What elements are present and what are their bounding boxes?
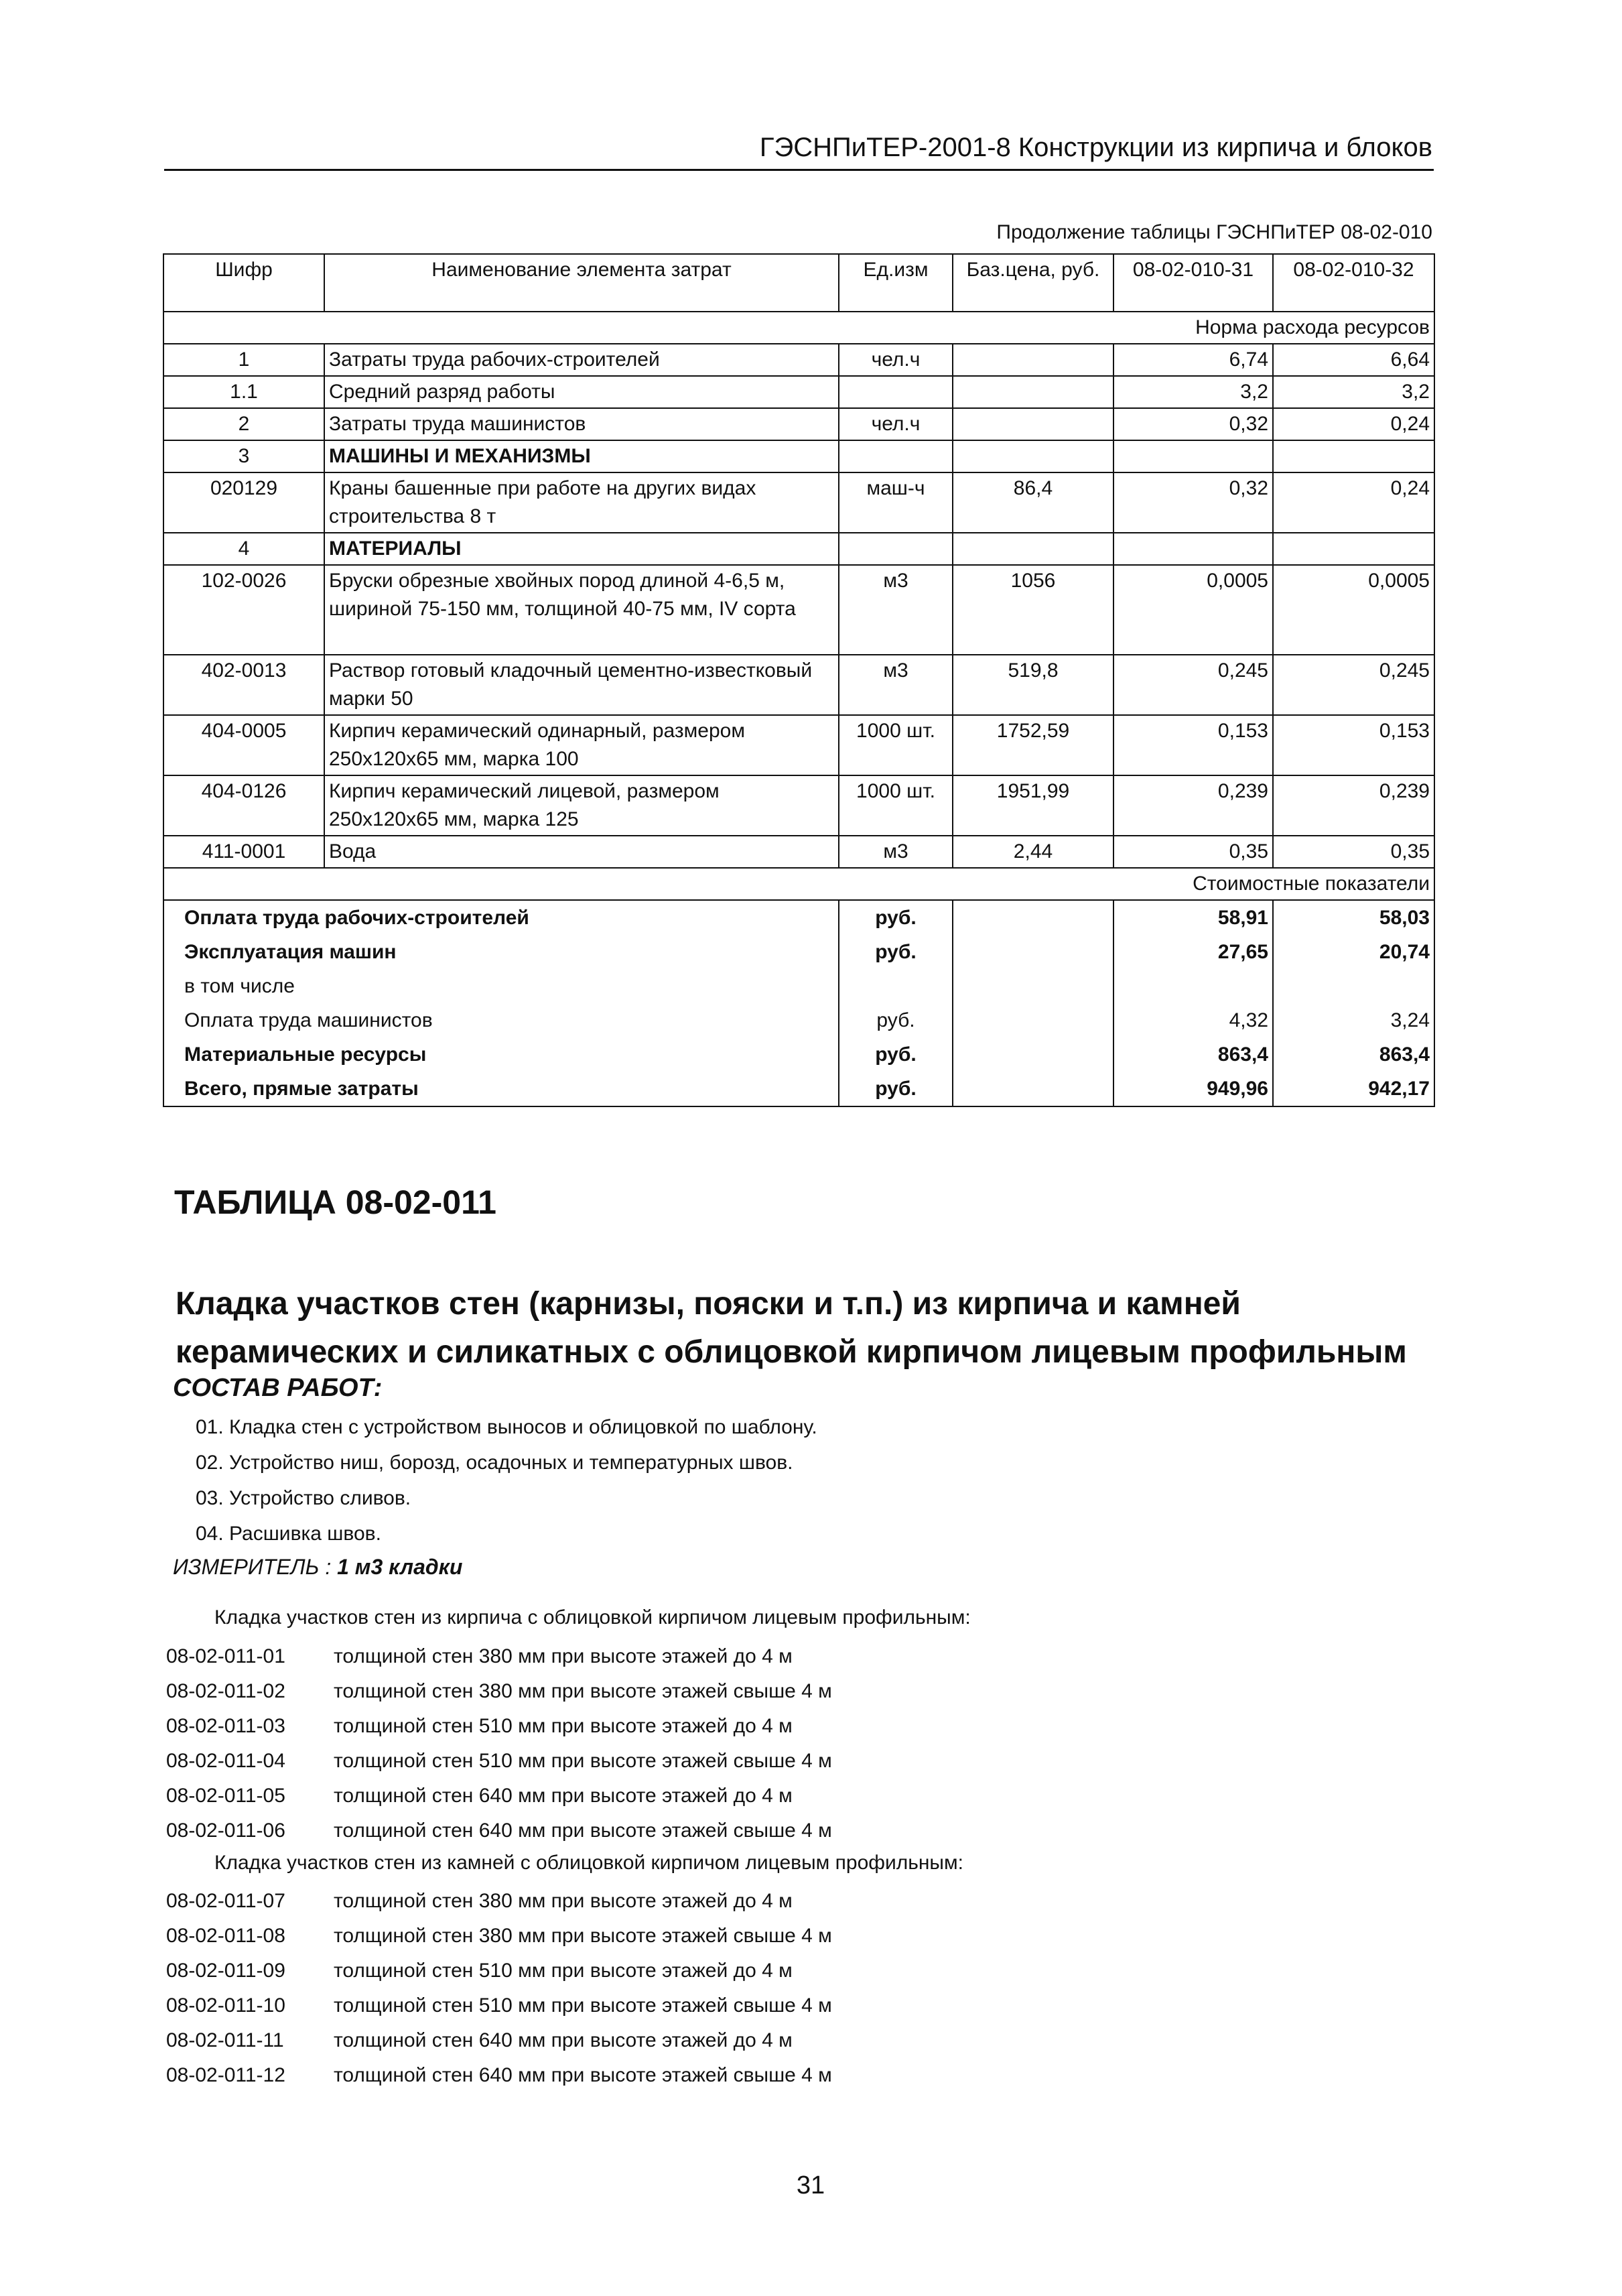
table-row bbox=[163, 775, 1434, 836]
item-text: толщиной стен 640 мм при высоте этажей до 4 м bbox=[334, 2029, 793, 2051]
cell-v1: 0,0005 bbox=[1113, 565, 1273, 655]
cell-v2: 0,24 bbox=[1273, 472, 1434, 533]
group1-list bbox=[166, 1639, 832, 1848]
cell-unit: 1000 шт. bbox=[839, 715, 953, 775]
cost-v1: 58,91 bbox=[1113, 900, 1273, 935]
item-code: 08-02-011-07 bbox=[166, 1890, 285, 1912]
item-text: толщиной стен 380 мм при высоте этажей свыше 4 м bbox=[334, 1680, 832, 1702]
cost-unit: руб. bbox=[839, 1072, 953, 1106]
work-item: 01. Кладка стен с устройством выносов и облицовкой по шаблону. bbox=[196, 1416, 817, 1438]
cost-row bbox=[163, 900, 1434, 935]
cell-price: 1951,99 bbox=[953, 775, 1113, 836]
resource-rows bbox=[163, 344, 1434, 868]
cell-code: 4 bbox=[163, 533, 324, 565]
cell-code: 404-0005 bbox=[163, 715, 324, 775]
item-text: толщиной стен 510 мм при высоте этажей свыше 4 м bbox=[334, 1750, 832, 1772]
cell-v2: 0,245 bbox=[1273, 655, 1434, 715]
group2-header: Кладка участков стен из камней с облицовкой кирпичом лицевым профильным: bbox=[214, 1852, 963, 1874]
item-code: 08-02-011-06 bbox=[166, 1820, 285, 1842]
cost-row bbox=[163, 1003, 1434, 1037]
cell-price: 519,8 bbox=[953, 655, 1113, 715]
cost-v2: 942,17 bbox=[1273, 1072, 1434, 1106]
cell-v1: 6,74 bbox=[1113, 344, 1273, 376]
cell-v2: 0,153 bbox=[1273, 715, 1434, 775]
cost-label-cell: Материальные ресурсы bbox=[163, 1037, 839, 1072]
item-text: толщиной стен 510 мм при высоте этажей до 4 м bbox=[334, 1960, 793, 1982]
list-item bbox=[166, 1919, 832, 1954]
cost-unit: руб. bbox=[839, 1003, 953, 1037]
table-row bbox=[163, 533, 1434, 565]
cost-label-cell: Оплата труда машинистов bbox=[163, 1003, 839, 1037]
cell-name: МАТЕРИАЛЫ bbox=[324, 533, 839, 565]
cost-rows bbox=[163, 900, 1434, 1106]
cell-price bbox=[953, 376, 1113, 408]
cell-name: Затраты труда рабочих-строителей bbox=[324, 344, 839, 376]
list-item bbox=[166, 2058, 832, 2093]
cell-name: Кирпич керамический лицевой, размером 250х120х65 мм, марка 125 bbox=[324, 775, 839, 836]
cost-unit: руб. bbox=[839, 1037, 953, 1072]
cell-unit: м3 bbox=[839, 565, 953, 655]
list-item bbox=[166, 1744, 832, 1779]
col-header-price: Баз.цена, руб. bbox=[953, 254, 1113, 312]
cell-v1 bbox=[1113, 533, 1273, 565]
cell-unit bbox=[839, 440, 953, 472]
cost-label-cell: Оплата труда рабочих-строителей bbox=[163, 900, 839, 935]
cost-unit: руб. bbox=[839, 900, 953, 935]
running-header: ГЭСНПиТЕР-2001-8 Конструкции из кирпича и блоков bbox=[759, 133, 1432, 162]
cell-code: 404-0126 bbox=[163, 775, 324, 836]
cost-unit: руб. bbox=[839, 935, 953, 969]
list-item bbox=[166, 1709, 832, 1744]
cell-name: Затраты труда машинистов bbox=[324, 408, 839, 440]
cost-row bbox=[163, 935, 1434, 969]
item-text: толщиной стен 510 мм при высоте этажей свыше 4 м bbox=[334, 1994, 832, 2017]
cell-v2 bbox=[1273, 440, 1434, 472]
group2-list bbox=[166, 1884, 832, 2093]
table-row bbox=[163, 836, 1434, 868]
cell-v2 bbox=[1273, 533, 1434, 565]
cell-price: 86,4 bbox=[953, 472, 1113, 533]
item-code: 08-02-011-02 bbox=[166, 1680, 285, 1702]
table-row bbox=[163, 408, 1434, 440]
cell-v1: 0,153 bbox=[1113, 715, 1273, 775]
cost-label: Стоимостные показатели bbox=[163, 868, 1434, 900]
list-item bbox=[166, 1779, 832, 1813]
works-label: СОСТАВ РАБОТ: bbox=[173, 1374, 383, 1402]
resource-table bbox=[163, 253, 1435, 1107]
item-code: 08-02-011-10 bbox=[166, 1994, 285, 2017]
norm-section-row bbox=[163, 312, 1434, 344]
cell-v2: 3,2 bbox=[1273, 376, 1434, 408]
cell-name: Кирпич керамический одинарный, размером 250х120х65 мм, марка 100 bbox=[324, 715, 839, 775]
cost-v2: 20,74 bbox=[1273, 935, 1434, 969]
item-code: 08-02-011-08 bbox=[166, 1925, 285, 1947]
list-item bbox=[166, 1884, 832, 1919]
cell-price bbox=[953, 408, 1113, 440]
cost-price bbox=[953, 1072, 1113, 1106]
works-list bbox=[196, 1409, 817, 1551]
item-code: 08-02-011-11 bbox=[166, 2029, 284, 2051]
list-item bbox=[166, 1813, 832, 1848]
table-row bbox=[163, 565, 1434, 655]
cost-row bbox=[163, 1037, 1434, 1072]
col-header-v1: 08-02-010-31 bbox=[1113, 254, 1273, 312]
cell-v1: 3,2 bbox=[1113, 376, 1273, 408]
cost-section-row bbox=[163, 868, 1434, 900]
cell-name: Вода bbox=[324, 836, 839, 868]
cost-v2 bbox=[1273, 969, 1434, 1003]
measure-value: 1 м3 кладки bbox=[337, 1555, 463, 1579]
cell-price: 1056 bbox=[953, 565, 1113, 655]
cell-v1 bbox=[1113, 440, 1273, 472]
cost-label-cell: Эксплуатация машин bbox=[163, 935, 839, 969]
col-header-code: Шифр bbox=[163, 254, 324, 312]
cost-v1: 863,4 bbox=[1113, 1037, 1273, 1072]
group1-header: Кладка участков стен из кирпича с облицовкой кирпичом лицевым профильным: bbox=[214, 1606, 971, 1629]
cell-unit: м3 bbox=[839, 836, 953, 868]
cell-v1: 0,245 bbox=[1113, 655, 1273, 715]
cost-v2: 863,4 bbox=[1273, 1037, 1434, 1072]
cell-code: 1 bbox=[163, 344, 324, 376]
cost-v1: 4,32 bbox=[1113, 1003, 1273, 1037]
table-row bbox=[163, 440, 1434, 472]
cost-row bbox=[163, 969, 1434, 1003]
item-text: толщиной стен 380 мм при высоте этажей до 4 м bbox=[334, 1890, 793, 1912]
cell-v2: 0,24 bbox=[1273, 408, 1434, 440]
table-continuation-note: Продолжение таблицы ГЭСНПиТЕР 08-02-010 bbox=[996, 221, 1432, 243]
cell-v2: 6,64 bbox=[1273, 344, 1434, 376]
item-text: толщиной стен 510 мм при высоте этажей до 4 м bbox=[334, 1715, 793, 1737]
cell-v1: 0,35 bbox=[1113, 836, 1273, 868]
item-text: толщиной стен 380 мм при высоте этажей свыше 4 м bbox=[334, 1925, 832, 1947]
cell-price: 1752,59 bbox=[953, 715, 1113, 775]
cell-code: 402-0013 bbox=[163, 655, 324, 715]
item-code: 08-02-011-03 bbox=[166, 1715, 285, 1737]
cost-price bbox=[953, 1037, 1113, 1072]
cell-code: 411-0001 bbox=[163, 836, 324, 868]
cost-v2: 3,24 bbox=[1273, 1003, 1434, 1037]
table-row bbox=[163, 472, 1434, 533]
item-code: 08-02-011-05 bbox=[166, 1785, 285, 1807]
cell-code: 102-0026 bbox=[163, 565, 324, 655]
col-header-name: Наименование элемента затрат bbox=[324, 254, 839, 312]
norm-label: Норма расхода ресурсов bbox=[163, 312, 1434, 344]
measure-label: ИЗМЕРИТЕЛЬ : bbox=[173, 1555, 332, 1579]
cell-unit: маш-ч bbox=[839, 472, 953, 533]
cell-name: Краны башенные при работе на других видах строительства 8 т bbox=[324, 472, 839, 533]
item-text: толщиной стен 640 мм при высоте этажей свыше 4 м bbox=[334, 1820, 832, 1842]
cost-price bbox=[953, 935, 1113, 969]
cell-name: Средний разряд работы bbox=[324, 376, 839, 408]
cell-name: Раствор готовый кладочный цементно-известковый марки 50 bbox=[324, 655, 839, 715]
cell-code: 3 bbox=[163, 440, 324, 472]
measure-line bbox=[173, 1555, 462, 1580]
cell-name: Бруски обрезные хвойных пород длиной 4-6,5 м, шириной 75-150 мм, толщиной 40-75 мм, IV сорта bbox=[324, 565, 839, 655]
section-title: Кладка участков стен (карнизы, пояски и т.п.) из кирпича и камней керамических и силикатных с облицовкой кирпичом лицевым профильным bbox=[176, 1286, 1407, 1370]
item-text: толщиной стен 380 мм при высоте этажей до 4 м bbox=[334, 1645, 793, 1667]
item-code: 08-02-011-09 bbox=[166, 1960, 285, 1982]
cost-label-cell: в том числе bbox=[163, 969, 839, 1003]
work-item: 02. Устройство ниш, борозд, осадочных и температурных швов. bbox=[196, 1452, 793, 1474]
cost-price bbox=[953, 1003, 1113, 1037]
page-number: 31 bbox=[796, 2171, 825, 2199]
cell-unit: 1000 шт. bbox=[839, 775, 953, 836]
cell-unit: м3 bbox=[839, 655, 953, 715]
list-item bbox=[166, 1639, 832, 1674]
table-row bbox=[163, 344, 1434, 376]
cell-code: 2 bbox=[163, 408, 324, 440]
work-item: 03. Устройство сливов. bbox=[196, 1487, 411, 1509]
item-text: толщиной стен 640 мм при высоте этажей свыше 4 м bbox=[334, 2064, 832, 2086]
table-row bbox=[163, 715, 1434, 775]
cell-v1: 0,32 bbox=[1113, 472, 1273, 533]
cost-v1 bbox=[1113, 969, 1273, 1003]
cell-v2: 0,35 bbox=[1273, 836, 1434, 868]
header-rule bbox=[164, 169, 1434, 171]
cost-v1: 949,96 bbox=[1113, 1072, 1273, 1106]
table-row bbox=[163, 376, 1434, 408]
cost-v2: 58,03 bbox=[1273, 900, 1434, 935]
item-code: 08-02-011-04 bbox=[166, 1750, 285, 1772]
cell-code: 1.1 bbox=[163, 376, 324, 408]
cell-unit: чел.ч bbox=[839, 344, 953, 376]
col-header-unit: Ед.изм bbox=[839, 254, 953, 312]
col-header-v2: 08-02-010-32 bbox=[1273, 254, 1434, 312]
table-header-row bbox=[163, 254, 1434, 312]
cell-name: МАШИНЫ И МЕХАНИЗМЫ bbox=[324, 440, 839, 472]
cost-unit bbox=[839, 969, 953, 1003]
cell-v2: 0,0005 bbox=[1273, 565, 1434, 655]
list-item bbox=[166, 2023, 832, 2058]
cell-price bbox=[953, 344, 1113, 376]
work-item: 04. Расшивка швов. bbox=[196, 1523, 381, 1545]
cell-unit bbox=[839, 376, 953, 408]
cost-label-cell: Всего, прямые затраты bbox=[163, 1072, 839, 1106]
list-item bbox=[166, 1954, 832, 1988]
cell-price bbox=[953, 533, 1113, 565]
cell-v1: 0,239 bbox=[1113, 775, 1273, 836]
item-code: 08-02-011-01 bbox=[166, 1645, 285, 1667]
cost-price bbox=[953, 900, 1113, 935]
cost-row bbox=[163, 1072, 1434, 1106]
cell-unit bbox=[839, 533, 953, 565]
list-item bbox=[166, 1674, 832, 1709]
cost-v1: 27,65 bbox=[1113, 935, 1273, 969]
cost-price bbox=[953, 969, 1113, 1003]
cell-unit: чел.ч bbox=[839, 408, 953, 440]
cell-price: 2,44 bbox=[953, 836, 1113, 868]
cell-v1: 0,32 bbox=[1113, 408, 1273, 440]
cell-v2: 0,239 bbox=[1273, 775, 1434, 836]
item-text: толщиной стен 640 мм при высоте этажей до 4 м bbox=[334, 1785, 793, 1807]
table-row bbox=[163, 655, 1434, 715]
list-item bbox=[166, 1988, 832, 2023]
cell-price bbox=[953, 440, 1113, 472]
cell-code: 020129 bbox=[163, 472, 324, 533]
item-code: 08-02-011-12 bbox=[166, 2064, 285, 2086]
table-title: ТАБЛИЦА 08-02-011 bbox=[174, 1184, 496, 1221]
